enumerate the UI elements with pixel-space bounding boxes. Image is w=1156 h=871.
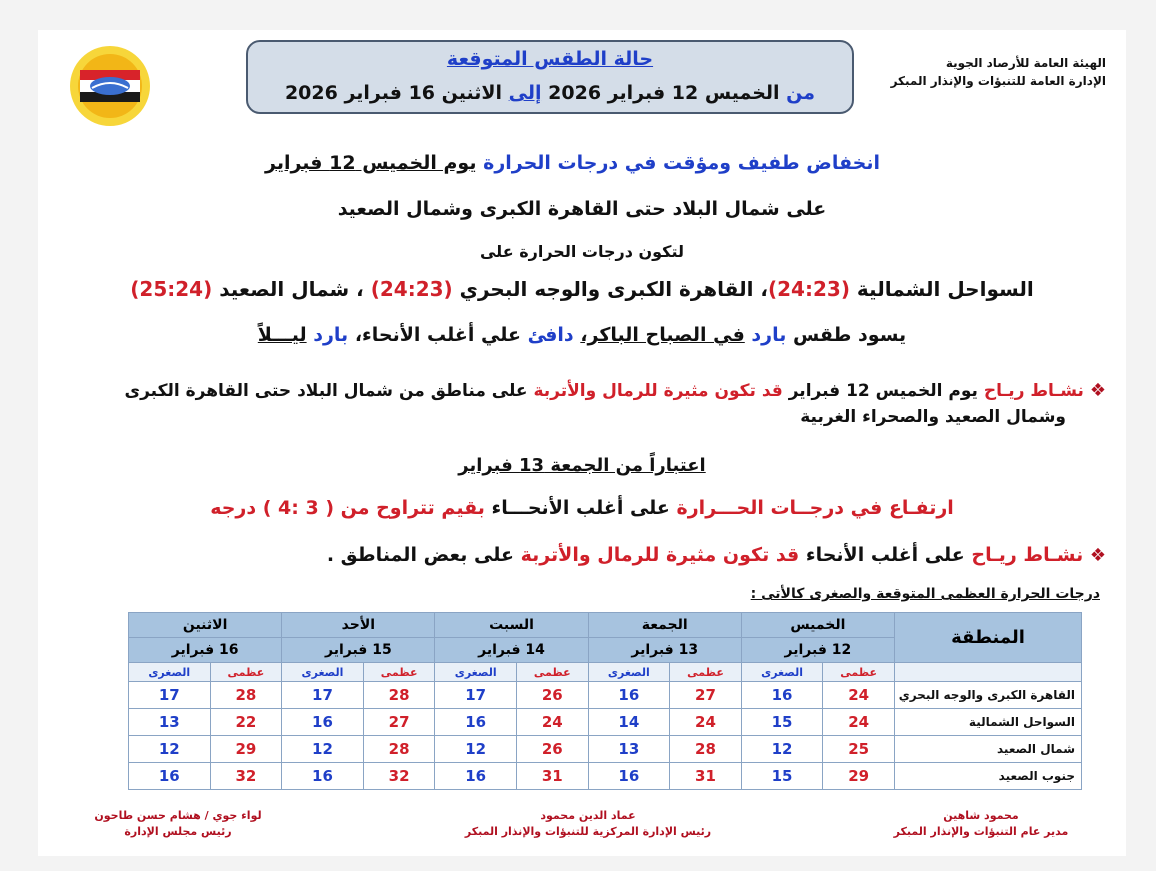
min-label: الصغرى bbox=[129, 663, 211, 682]
max-temp: 28 bbox=[210, 682, 282, 709]
table-row bbox=[129, 736, 1082, 763]
date-header: 15 فبراير bbox=[282, 638, 435, 663]
max-temp: 28 bbox=[670, 736, 742, 763]
max-label: عظمى bbox=[363, 663, 435, 682]
max-temp: 24 bbox=[670, 709, 742, 736]
max-temp: 24 bbox=[823, 709, 895, 736]
page-title: حالة الطقس المتوقعة bbox=[446, 48, 654, 70]
min-temp: 12 bbox=[741, 736, 822, 763]
max-temp: 29 bbox=[210, 736, 282, 763]
max-temp: 29 bbox=[823, 763, 895, 790]
min-temp: 16 bbox=[282, 763, 363, 790]
signature-board-chairman: لواء جوي / هشام حسن طاحون رئيس مجلس الإدارة bbox=[94, 809, 262, 838]
day-header: الأحد bbox=[282, 613, 435, 638]
max-temp: 28 bbox=[363, 682, 435, 709]
min-temp: 14 bbox=[588, 709, 669, 736]
wind-activity-bullet-2: ❖ نشـاط ريـاح على أغلب الأنحاء قد تكون مثيرة للرمال والأتربة على بعض المناطق . bbox=[326, 544, 1106, 566]
blank-cell bbox=[895, 663, 1082, 682]
max-temp: 32 bbox=[363, 763, 435, 790]
affected-regions: على شمال البلاد حتى القاهرة الكبرى وشمال الصعيد bbox=[337, 198, 827, 220]
bulletin-page bbox=[38, 30, 1126, 856]
min-temp: 12 bbox=[435, 736, 516, 763]
table-row bbox=[129, 682, 1082, 709]
max-temp: 26 bbox=[516, 682, 588, 709]
day-header: السبت bbox=[435, 613, 588, 638]
min-label: الصغرى bbox=[435, 663, 516, 682]
day-header: الخميس bbox=[741, 613, 894, 638]
min-temp: 12 bbox=[282, 736, 363, 763]
max-temp: 31 bbox=[670, 763, 742, 790]
min-temp: 15 bbox=[741, 709, 822, 736]
headline-temperature-drop: انخفاض طفيف ومؤقت في درجات الحرارة يوم الخميس 12 فبراير bbox=[265, 152, 880, 174]
from-friday-heading: اعتباراً من الجمعة 13 فبراير bbox=[458, 455, 706, 476]
max-temp: 24 bbox=[516, 709, 588, 736]
signature-general-manager: محمود شاهين مدير عام التنبؤات والإنذار المبكر bbox=[893, 809, 1069, 838]
max-label: عظمى bbox=[823, 663, 895, 682]
ema-logo bbox=[56, 44, 164, 128]
org-department: الإدارة العامة للتنبؤات والإنذار المبكر bbox=[890, 74, 1106, 88]
region-name: السواحل الشمالية bbox=[895, 709, 1082, 736]
temperature-table bbox=[128, 612, 1082, 790]
max-temp: 27 bbox=[363, 709, 435, 736]
min-temp: 16 bbox=[129, 763, 211, 790]
max-temp: 28 bbox=[363, 736, 435, 763]
max-temp: 26 bbox=[516, 736, 588, 763]
table-row bbox=[129, 763, 1082, 790]
forecast-period: من الخميس 12 فبراير 2026 إلى الاثنين 16 فبراير 2026 bbox=[284, 82, 816, 104]
max-label: عظمى bbox=[516, 663, 588, 682]
min-temp: 16 bbox=[282, 709, 363, 736]
table-row bbox=[129, 709, 1082, 736]
diamond-bullet-icon: ❖ bbox=[1089, 380, 1106, 401]
date-header: 13 فبراير bbox=[588, 638, 741, 663]
min-temp: 16 bbox=[588, 763, 669, 790]
region-name: جنوب الصعيد bbox=[895, 763, 1082, 790]
regional-temperatures: السواحل الشمالية (24:23)، القاهرة الكبرى والوجه البحري (24:23) ، شمال الصعيد (25:24) bbox=[130, 277, 1034, 301]
region-column-header: المنطقة bbox=[895, 613, 1082, 663]
subheader-row bbox=[129, 663, 1082, 682]
day-header: الجمعة bbox=[588, 613, 741, 638]
max-label: عظمى bbox=[670, 663, 742, 682]
region-name: القاهرة الكبرى والوجه البحري bbox=[895, 682, 1082, 709]
min-temp: 16 bbox=[588, 682, 669, 709]
min-temp: 13 bbox=[588, 736, 669, 763]
min-label: الصغرى bbox=[588, 663, 669, 682]
max-temp: 27 bbox=[670, 682, 742, 709]
date-header: 16 فبراير bbox=[129, 638, 282, 663]
organization-header bbox=[891, 54, 1106, 90]
max-label: عظمى bbox=[210, 663, 282, 682]
wind-activity-bullet-1: ❖ نشـاط ريـاح يوم الخميس 12 فبراير قد تكون مثيرة للرمال والأتربة على مناطق من شمال البلاد حتى القاهرة الكبرى وشمال الصعيد والصحراء الغربية bbox=[124, 380, 1106, 427]
max-temp: 25 bbox=[823, 736, 895, 763]
temperatures-intro: لتكون درجات الحرارة على bbox=[479, 242, 685, 261]
min-temp: 16 bbox=[741, 682, 822, 709]
max-temp: 32 bbox=[210, 763, 282, 790]
min-temp: 17 bbox=[282, 682, 363, 709]
min-temp: 15 bbox=[741, 763, 822, 790]
org-name: الهيئة العامة للأرصاد الجوية bbox=[945, 56, 1106, 70]
min-label: الصغرى bbox=[282, 663, 363, 682]
date-header: 14 فبراير bbox=[435, 638, 588, 663]
diamond-bullet-icon: ❖ bbox=[1089, 545, 1106, 566]
region-name: شمال الصعيد bbox=[895, 736, 1082, 763]
min-temp: 17 bbox=[129, 682, 211, 709]
min-temp: 16 bbox=[435, 709, 516, 736]
table-caption: درجات الحرارة العظمى المتوقعة والصغرى كالأتى : bbox=[750, 586, 1100, 602]
min-temp: 16 bbox=[435, 763, 516, 790]
min-temp: 17 bbox=[435, 682, 516, 709]
signature-central-director: عماد الدين محمود رئيس الإدارة المركزية للتنبؤات والإنذار المبكر bbox=[464, 809, 712, 838]
temperature-rise-line: ارتفـاع في درجــات الحـــرارة على أغلب الأنحـــاء بقيم تتراوح من ( 3 :4 ) درجه bbox=[210, 497, 954, 519]
title-box bbox=[246, 40, 854, 114]
min-temp: 12 bbox=[129, 736, 211, 763]
min-temp: 13 bbox=[129, 709, 211, 736]
max-temp: 22 bbox=[210, 709, 282, 736]
day-header: الاثنين bbox=[129, 613, 282, 638]
date-header: 12 فبراير bbox=[741, 638, 894, 663]
min-label: الصغرى bbox=[741, 663, 822, 682]
max-temp: 31 bbox=[516, 763, 588, 790]
max-temp: 24 bbox=[823, 682, 895, 709]
weather-description: يسود طقس بارد في الصباح الباكر، دافئ علي أغلب الأنحاء، بارد ليـــلاً bbox=[257, 324, 907, 346]
